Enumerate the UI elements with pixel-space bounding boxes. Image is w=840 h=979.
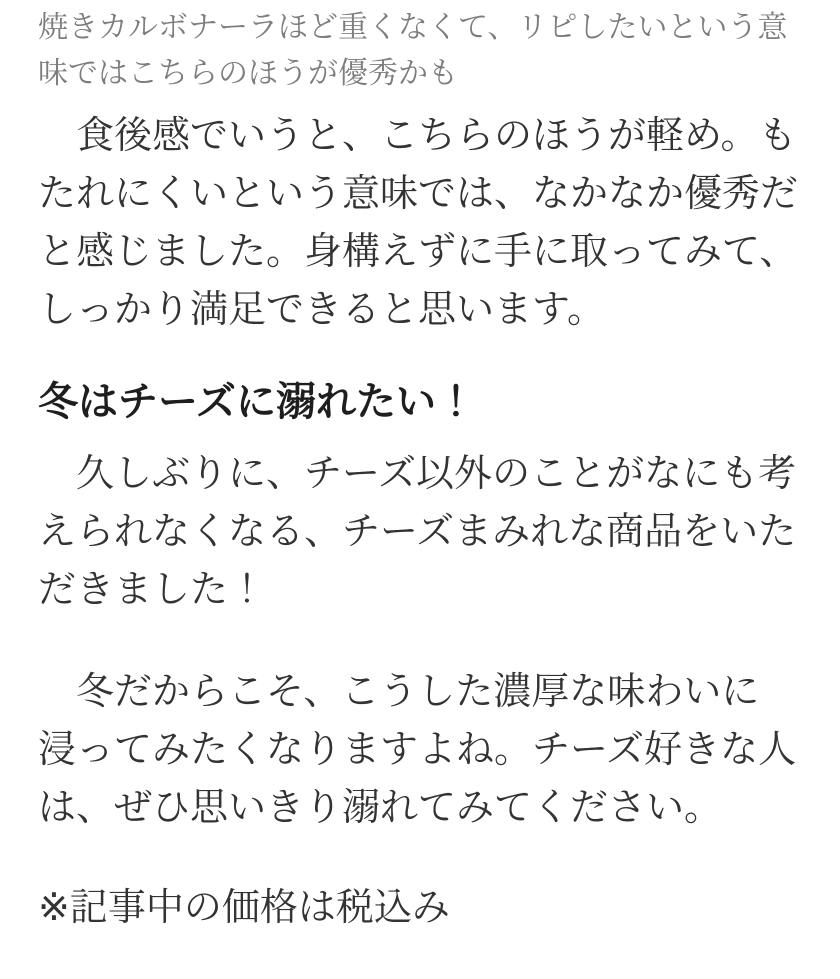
price-note: ※記事中の価格は税込み [38,887,450,929]
photo-caption: 焼きカルボナーラほど重くなくて、リピしたいという意味ではこちらのほうが優秀かも [38,11,788,90]
paragraph: 冬だからこそ、こうした濃厚な味わいに浸ってみたくなりますよね。チーズ好きな人は、ぜひ思いきり溺れてみてください。 [38,671,797,829]
section-heading: 冬はチーズに溺れたい！ [38,380,476,424]
paragraph: 久しぶりに、チーズ以外のことがなにも考えられなくなる、チーズまみれな商品をいただきました！ [38,453,797,611]
paragraph: 食後感でいうと、こちらのほうが軽め。もたれにくいという意味では、なかなか優秀だと感じました。身構えずに手に取ってみて、しっかり満足できると思います。 [38,115,799,331]
